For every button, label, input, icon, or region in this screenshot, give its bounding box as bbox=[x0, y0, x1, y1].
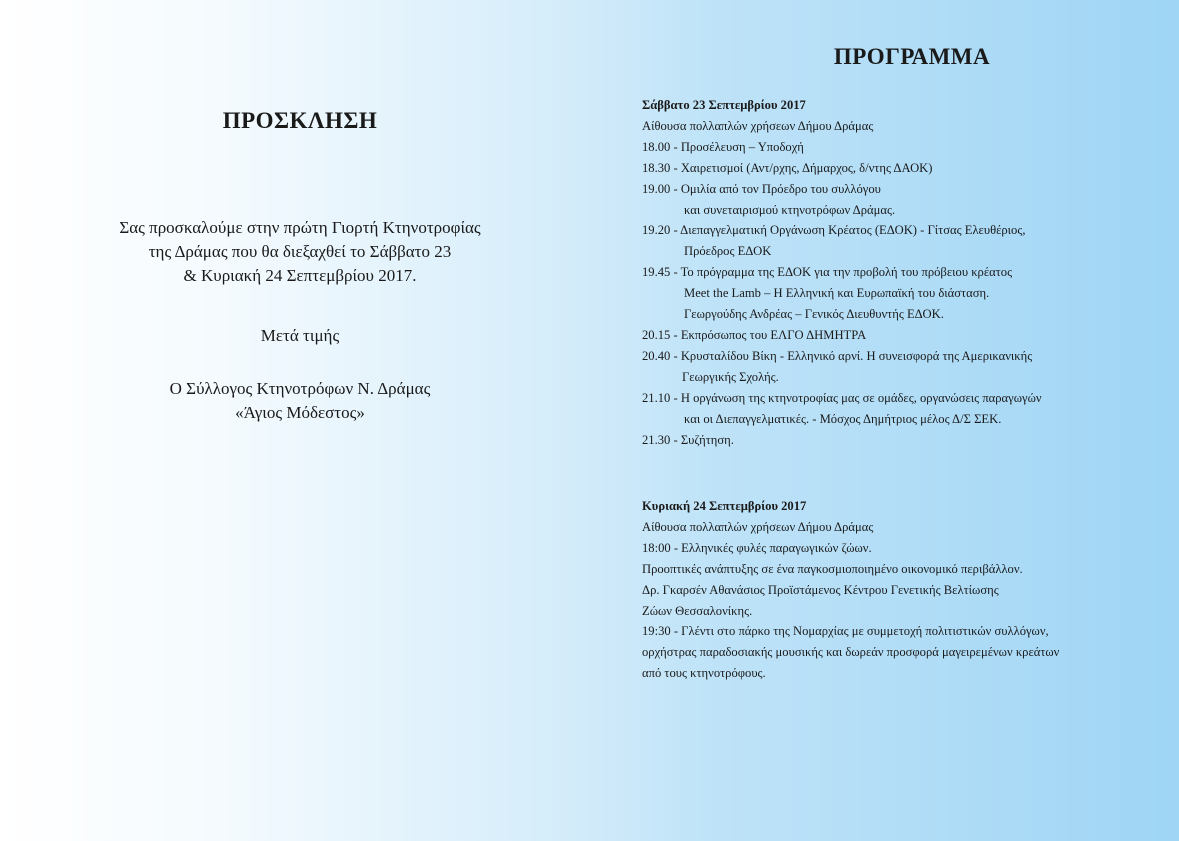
signature-line: «Άγιος Μόδεστος» bbox=[235, 403, 365, 422]
invitation-title: ΠΡΟΣΚΛΗΣΗ bbox=[222, 108, 378, 133]
schedule-line: Δρ. Γκαρσέν Αθανάσιος Προϊστάμενος Κέντρου Γενετικής Βελτίωσης bbox=[642, 582, 999, 597]
invitation-body-line: της Δράμας που θα διεξαχθεί το Σάββατο 23 bbox=[148, 242, 452, 261]
schedule-line: και οι Διεπαγγελματικές. - Μόσχος Δημήτριος μέλος Δ/Σ ΣΕΚ. bbox=[684, 411, 1002, 426]
day-heading: Σάββατο 23 Σεπτεμβρίου 2017 bbox=[642, 98, 806, 112]
signature-line: Ο Σύλλογος Κτηνοτρόφων Ν. Δράμας bbox=[169, 379, 431, 398]
invitation-signature bbox=[40, 377, 560, 425]
schedule-line: Πρόεδρος ΕΔΟΚ bbox=[684, 244, 772, 259]
schedule-line: Προοπτικές ανάπτυξης σε ένα παγκοσμιοποιημένο οικονομικό περιβάλλον. bbox=[642, 561, 1023, 576]
schedule-line: 20.40 - Κρυσταλίδου Βίκη - Ελληνικό αρνί. Η συνεισφορά της Αμερικανικής bbox=[642, 348, 1033, 363]
schedule-line: 19.00 - Ομιλία από τον Πρόεδρο του συλλόγου bbox=[642, 181, 881, 196]
program-day-sunday bbox=[642, 496, 1162, 684]
schedule-line: Meet the Lamb – Η Ελληνική και Ευρωπαϊκή του διάσταση. bbox=[684, 286, 990, 301]
program-panel bbox=[642, 0, 1162, 841]
day-heading: Κυριακή 24 Σεπτεμβρίου 2017 bbox=[642, 499, 807, 513]
invitation-body bbox=[40, 216, 560, 288]
schedule-line: 18.00 - Προσέλευση – Υποδοχή bbox=[642, 139, 804, 154]
program-title: ΠΡΟΓΡΑΜΜΑ bbox=[833, 44, 991, 69]
schedule-line: και συνεταιρισμού κτηνοτρόφων Δράμας. bbox=[684, 202, 896, 217]
schedule-line: από τους κτηνοτρόφους. bbox=[642, 666, 766, 681]
schedule-line: 19:30 - Γλέντι στο πάρκο της Νομαρχίας με συμμετοχή πολιτιστικών συλλόγων, bbox=[642, 624, 1049, 639]
invitation-body-line: & Κυριακή 24 Σεπτεμβρίου 2017. bbox=[183, 266, 417, 285]
schedule-line: 19.20 - Διεπαγγελματική Οργάνωση Κρέατος (ΕΔΟΚ) - Γίτσας Ελευθέριος, bbox=[642, 223, 1026, 238]
schedule-line: Ζώων Θεσσαλονίκης. bbox=[642, 603, 753, 618]
schedule-line: 18.30 - Χαιρετισμοί (Αντ/ρχης, Δήμαρχος, δ/ντης ΔΑΟΚ) bbox=[642, 160, 933, 175]
schedule-line: 21.30 - Συζήτηση. bbox=[642, 432, 734, 447]
invitation-body-line: Σας προσκαλούμε στην πρώτη Γιορτή Κτηνοτροφίας bbox=[119, 218, 481, 237]
invitation-closing: Μετά τιμής bbox=[260, 326, 340, 345]
schedule-line: Γεωργούδης Ανδρέας – Γενικός Διευθυντής ΕΔΟΚ. bbox=[684, 307, 944, 322]
day-venue: Αίθουσα πολλαπλών χρήσεων Δήμου Δράμας bbox=[642, 118, 874, 133]
schedule-line: 21.10 - Η οργάνωση της κτηνοτροφίας μας σε ομάδες, οργανώσεις παραγωγών bbox=[642, 390, 1042, 405]
day-venue: Αίθουσα πολλαπλών χρήσεων Δήμου Δράμας bbox=[642, 519, 874, 534]
schedule-line: Γεωργικής Σχολής. bbox=[682, 369, 779, 384]
schedule-line: 18:00 - Ελληνικές φυλές παραγωγικών ζώων. bbox=[642, 540, 872, 555]
program-day-saturday bbox=[642, 95, 1162, 450]
schedule-line: 19.45 - Το πρόγραμμα της ΕΔΟΚ για την προβολή του πρόβειου κρέατος bbox=[642, 265, 1013, 280]
schedule-line: 20.15 - Εκπρόσωπος του ΕΛΓΟ ΔΗΜΗΤΡΑ bbox=[642, 327, 867, 342]
invitation-panel bbox=[40, 0, 560, 841]
schedule-line: ορχήστρας παραδοσιακής μουσικής και δωρεάν προσφορά μαγειρεμένων κρεάτων bbox=[642, 645, 1060, 660]
